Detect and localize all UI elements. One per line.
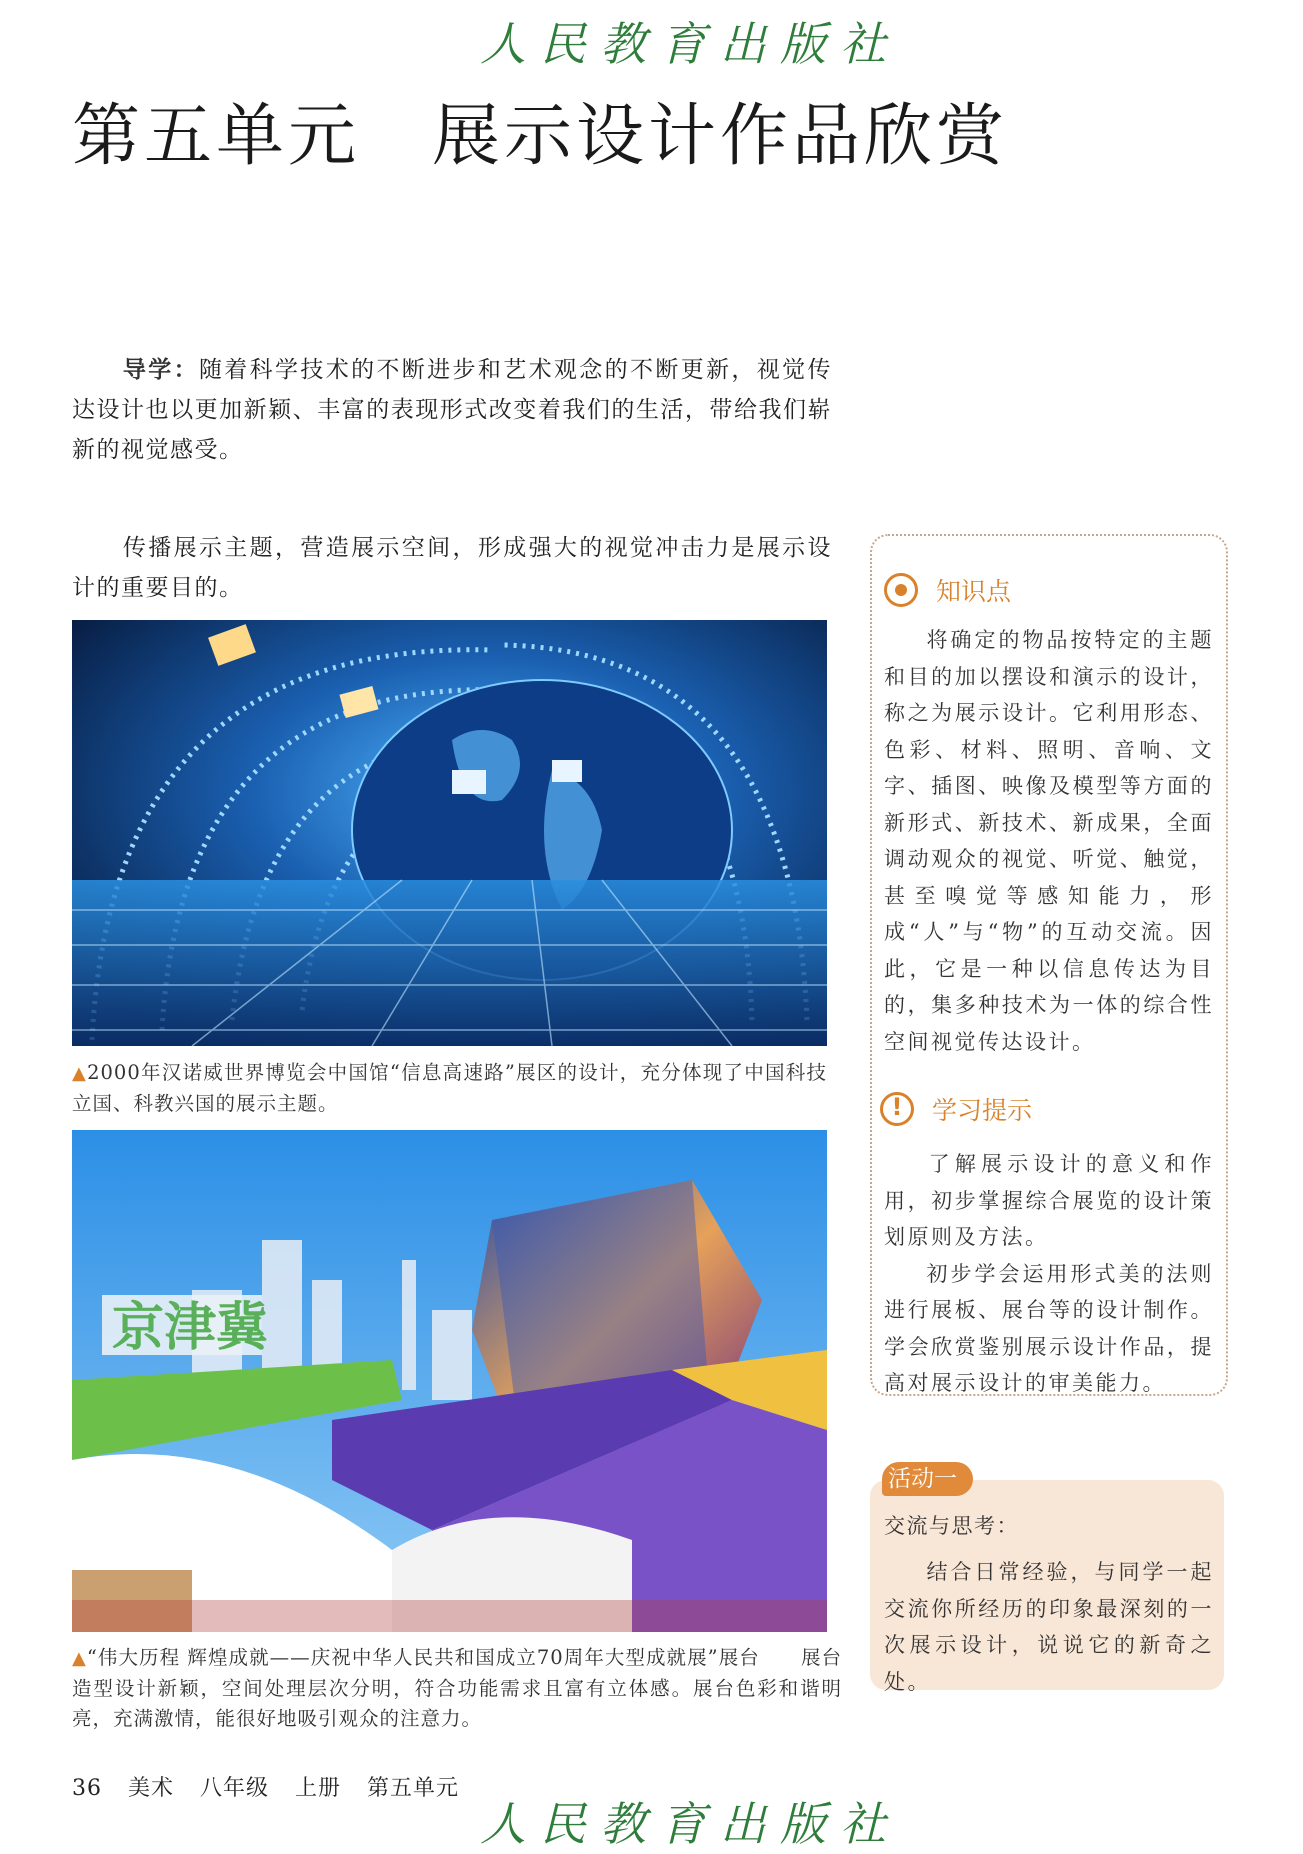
publisher-logo-top: 人民教育出版社: [480, 17, 900, 71]
unit-title: 第五单元 展示设计作品欣赏: [72, 97, 1009, 176]
knowledge-text: [884, 622, 1214, 1060]
publisher-logo-bottom: 人民教育出版社: [480, 1797, 900, 1851]
knowledge-heading-label: 知识点: [936, 577, 1012, 606]
target-icon: [884, 573, 918, 607]
footer-subject: 美术: [128, 1776, 175, 1801]
triangle-marker-icon: ▲: [72, 1063, 88, 1084]
sign-jingjinji: 京津冀: [112, 1298, 269, 1358]
knowledge-heading: [884, 572, 1011, 608]
activity-text-body: 结合日常经验，与同学一起交流你所经历的印象最深刻的一次展示设计，说说它的新奇之处。: [884, 1560, 1214, 1694]
page-footer: [72, 1771, 477, 1802]
footer-grade: 八年级: [200, 1776, 270, 1801]
tips-text-p1: 了解展示设计的意义和作用，初步掌握综合展览的设计策划原则及方法。: [884, 1152, 1214, 1249]
footer-unit: 第五单元: [367, 1776, 460, 1801]
intro-paragraph: [72, 350, 832, 470]
tips-text-p2: 初步学会运用形式美的法则进行展板、展台等的设计制作。学会欣赏鉴别展示设计作品，提高对展示设计的审美能力。: [884, 1261, 1214, 1395]
photo-achievement-exhibition-stand: [72, 1130, 827, 1632]
caption-photo2: [72, 1643, 842, 1734]
activity-text: [884, 1554, 1214, 1700]
activity-label: 活动一: [882, 1462, 973, 1496]
intro-text: 随着科学技术的不断进步和艺术观念的不断更新，视觉传达设计也以更加新颖、丰富的表现形式改变着我们的生活，带给我们崭新的视觉感受。: [72, 357, 833, 463]
caption-photo1-text: 2000年汉诺威世界博览会中国馆“信息高速路”展区的设计，充分体现了中国科技立国、科教兴国的展示主题。: [72, 1061, 827, 1115]
activity-subtitle: 交流与思考：: [884, 1514, 1019, 1538]
knowledge-text-body: 将确定的物品按特定的主题和目的加以摆设和演示的设计，称之为展示设计。它利用形态、色彩、材料、照明、音响、文字、插图、映像及模型等方面的新形式、新技术、新成果，全面调动观众的视觉、听觉、触觉，甚至嗅觉等感知能力，形成“人”与“物”的互动交流。因此，它是一种以信息传达为目的，集多种技术为一体的综合性空间视觉传达设计。: [884, 628, 1214, 1054]
body-paragraph-text: 传播展示主题，营造展示空间，形成强大的视觉冲击力是展示设计的重要目的。: [72, 535, 832, 601]
tips-heading: [880, 1091, 1032, 1127]
tips-text: [884, 1146, 1214, 1402]
page-number: 36: [72, 1776, 102, 1801]
body-paragraph: [72, 528, 832, 608]
triangle-marker-icon: ▲: [72, 1648, 87, 1669]
caption-photo1: [72, 1058, 827, 1119]
footer-volume: 上册: [295, 1776, 342, 1801]
exclamation-icon: !: [880, 1092, 914, 1126]
photo-information-highway-exhibit: [72, 620, 827, 1046]
tips-heading-label: 学习提示: [932, 1096, 1033, 1125]
caption-photo2-text: “伟大历程 辉煌成就——庆祝中华人民共和国成立70周年大型成就展”展台 展台造型设计新颖，空间处理层次分明，符合功能需求且富有立体感。展台色彩和谐明亮，充满激情，能很好地吸引观众的注意力。: [72, 1646, 842, 1730]
intro-lead: 导学：: [122, 357, 199, 383]
